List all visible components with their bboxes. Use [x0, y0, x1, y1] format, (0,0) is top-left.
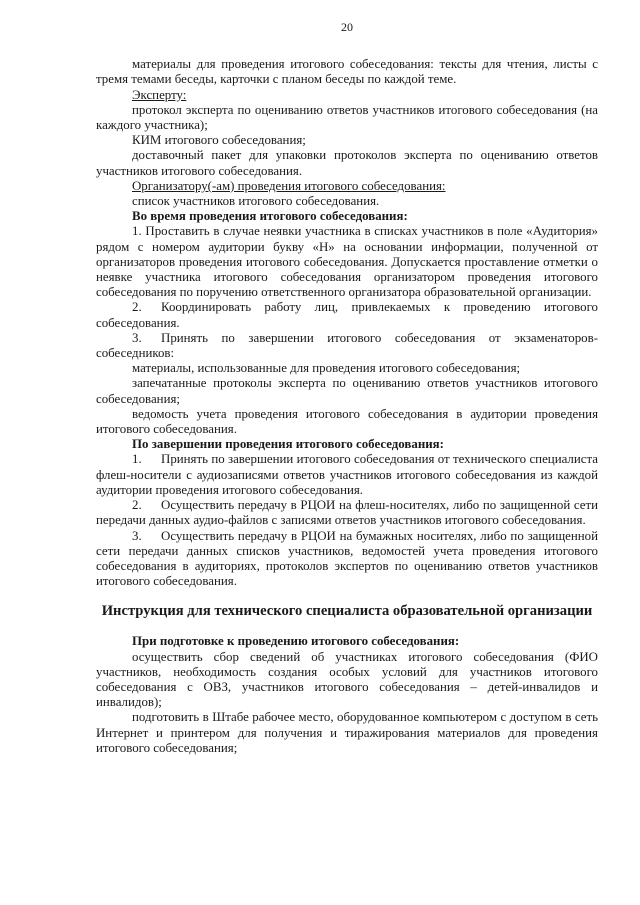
paragraph: 2. Координировать работу лиц, привлекаемых к проведению итогового собеседования. — [96, 300, 598, 330]
paragraph: 2. Осуществить передачу в РЦОИ на флеш-носителях, либо по защищенной сети передачи данных аудио-файлов с записями ответов участников итогового собеседования. — [96, 498, 598, 528]
paragraph: 1. Проставить в случае неявки участника в списках участников в поле «Аудитория» рядом с номером аудитории букву «Н» на основании информации, полученной от организаторов проведения итогового собеседования. Допускается проставление отметки о неявке участника итогового собеседования организатором проведения итогового собеседования по поручению ответственного организатора образовательной организации. — [96, 224, 598, 300]
document-body — [96, 57, 598, 589]
paragraph: материалы для проведения итогового собеседования: тексты для чтения, листы с тремя темами беседы, карточки с планом беседы по каждой теме. — [96, 57, 598, 87]
paragraph: Организатору(-ам) проведения итогового собеседования: — [132, 178, 446, 193]
paragraph: материалы, использованные для проведения итогового собеседования; — [132, 361, 521, 376]
paragraph: доставочный пакет для упаковки протоколов эксперта по оцениванию ответов участников итогового собеседования. — [96, 148, 598, 178]
section-title: Инструкция для технического специалиста образовательной организации — [101, 603, 593, 620]
document-body-section — [96, 634, 598, 756]
paragraph: Во время проведения итогового собеседования: — [132, 209, 408, 224]
page-number: 20 — [341, 20, 353, 34]
paragraph: 3. Принять по завершении итогового собеседования от экзаменаторов-собеседников: — [96, 330, 598, 361]
paragraph: список участников итогового собеседования. — [132, 194, 380, 209]
paragraph: подготовить в Штабе рабочее место, оборудованное компьютером с доступом в сеть Интернет и принтером для получения и тиражирования материалов для проведения итогового собеседования; — [96, 710, 598, 755]
paragraph: КИМ итогового собеседования; — [132, 133, 306, 148]
paragraph: 3. Осуществить передачу в РЦОИ на бумажных носителях, либо по защищенной сети передачи данных списков участников, ведомостей учета проведения итогового собеседования в аудиториях, протоколов экспертов по оцениванию ответов участников итогового собеседования. — [96, 528, 598, 589]
paragraph: 1. Принять по завершении итогового собеседования от технического специалиста флеш-носители с аудиозаписями ответов участников итогового собеседования из каждой аудитории проведения итогового собеседования. — [96, 452, 598, 497]
paragraph: ведомость учета проведения итогового собеседования в аудитории проведения итогового собеседования. — [96, 406, 598, 437]
paragraph: протокол эксперта по оцениванию ответов участников итогового собеседования (на каждого участника); — [96, 102, 598, 133]
paragraph: По завершении проведения итогового собеседования: — [132, 437, 444, 452]
paragraph: Эксперту: — [132, 87, 187, 102]
paragraph: осуществить сбор сведений об участниках итогового собеседования (ФИО участников, необходимость создания особых условий для участников итогового собеседования с ОВЗ, участников итогового собеседования – детей-инвалидов и инвалидов); — [96, 649, 598, 710]
paragraph: запечатанные протоколы эксперта по оцениванию ответов участников итогового собеседования; — [96, 376, 598, 406]
paragraph: При подготовке к проведению итогового собеседования: — [132, 634, 460, 649]
